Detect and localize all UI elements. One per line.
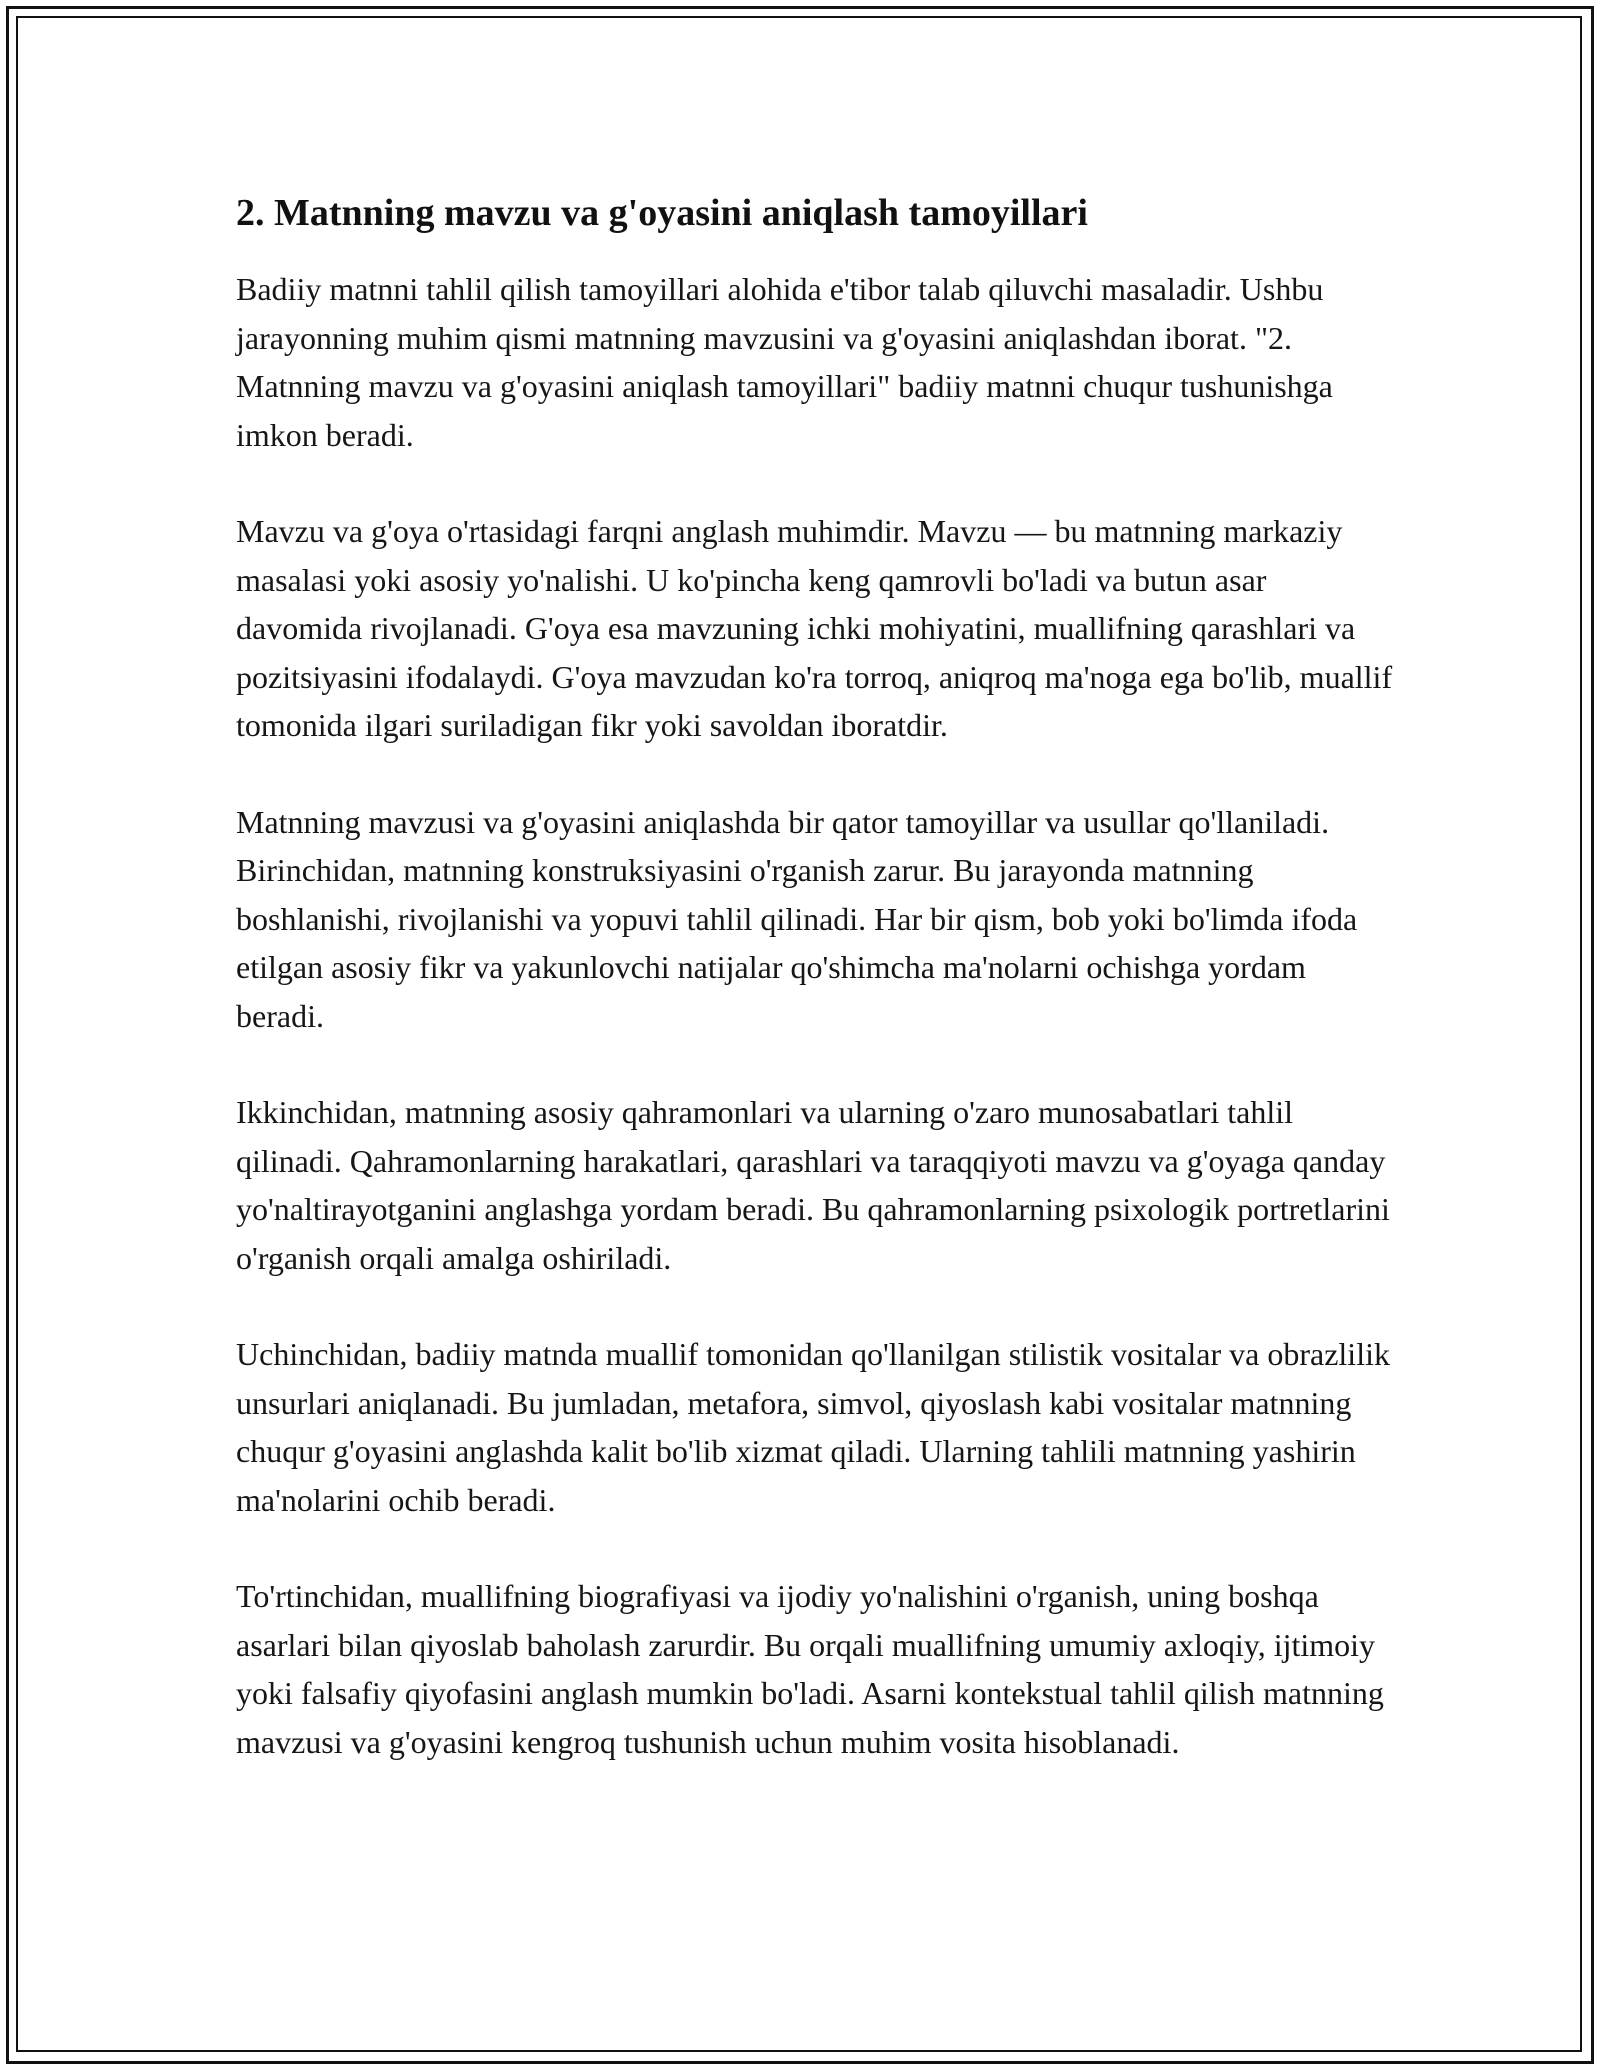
paragraph-2: Mavzu va g'oya o'rtasidagi farqni anglash muhimdir. Mavzu — bu matnning markaziy masalasi yoki asosiy yo'nalishi. U ko'pincha keng qamrovli bo'ladi va butun asar davomida rivojlanadi. G'oya esa mavzuning ichki mohiyatini, muallifning qarashlari va pozitsiyasini ifodalaydi. G'oya mavzudan ko'ra torroq, aniqroq ma'noga ega bo'lib, muallif tomonida ilgari suriladigan fikr yoki savoldan iboratdir. [236, 513, 1393, 743]
document-body [236, 185, 1396, 1814]
paragraph-1: Badiiy matnni tahlil qilish tamoyillari alohida e'tibor talab qiluvchi masaladir. Ushbu jarayonning muhim qismi matnning mavzusini va g'oyasini aniqlashdan iborat. "2. Matnning mavzu va g'oyasini aniqlash tamoyillari" badiiy matnni chuqur tushunishga imkon beradi. [236, 271, 1333, 453]
paragraph-6: To'rtinchidan, muallifning biografiyasi va ijodiy yo'nalishini o'rganish, uning boshqa asarlari bilan qiyoslab baholash zarurdir. Bu orqali muallifning umumiy axloqiy, ijtimoiy yoki falsafiy qiyofasini anglash mumkin bo'ladi. Asarni kontekstual tahlil qilish matnning mavzusi va g'oyasini kengroq tushunish uchun muhim vosita hisoblanadi. [236, 1578, 1384, 1760]
section-heading: 2. Matnning mavzu va g'oyasini aniqlash tamoyillari [236, 192, 1088, 234]
paragraph-4: Ikkinchidan, matnning asosiy qahramonlari va ularning o'zaro munosabatlari tahlil qilinadi. Qahramonlarning harakatlari, qarashlari va taraqqiyoti mavzu va g'oyaga qanday yo'naltirayotganini anglashga yordam beradi. Bu qahramonlarning psixologik portretlarini o'rganish orqali amalga oshiriladi. [236, 1094, 1390, 1276]
paragraph-3: Matnning mavzusi va g'oyasini aniqlashda bir qator tamoyillar va usullar qo'llaniladi. Birinchidan, matnning konstruksiyasini o'rganish zarur. Bu jarayonda matnning boshlanishi, rivojlanishi va yopuvi tahlil qilinadi. Har bir qism, bob yoki bo'limda ifoda etilgan asosiy fikr va yakunlovchi natijalar qo'shimcha ma'nolarni ochishga yordam beradi. [236, 803, 1358, 1034]
paragraph-5: Uchinchidan, badiiy matnda muallif tomonidan qo'llanilgan stilistik vositalar va obrazlilik unsurlari aniqlanadi. Bu jumladan, metafora, simvol, qiyoslash kabi vositalar matnning chuqur g'oyasini anglashda kalit bo'lib xizmat qiladi. Ularning tahlili matnning yashirin ma'nolarini ochib beradi. [236, 1336, 1390, 1518]
